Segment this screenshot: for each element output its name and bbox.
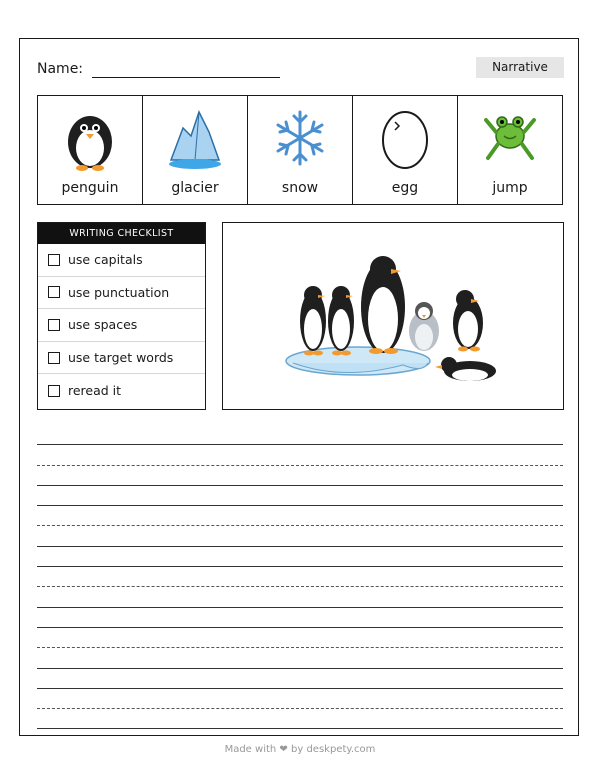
checklist-item[interactable] <box>38 309 205 342</box>
line-top <box>37 669 563 689</box>
line-base <box>37 466 563 486</box>
checklist-item[interactable] <box>38 342 205 375</box>
footer-credit <box>0 744 600 755</box>
name-label: Name: <box>37 61 84 77</box>
checkbox[interactable] <box>48 286 60 298</box>
checkbox[interactable] <box>48 352 60 364</box>
vocab-word: glacier <box>171 180 219 196</box>
checkbox[interactable] <box>48 254 60 266</box>
line-top <box>37 425 563 445</box>
checkbox[interactable] <box>48 385 60 397</box>
checkbox[interactable] <box>48 319 60 331</box>
checklist-label: use spaces <box>68 317 138 333</box>
footer-prefix: Made with <box>224 744 277 755</box>
line-mid <box>37 567 563 587</box>
vocab-card-penguin <box>38 96 143 204</box>
line-top <box>37 608 563 628</box>
picture-prompt <box>222 222 564 410</box>
line-base <box>37 587 563 607</box>
vocabulary-strip <box>37 95 563 205</box>
vocab-word: egg <box>391 180 419 196</box>
glacier-icon <box>163 106 227 172</box>
vocab-card-snow <box>248 96 353 204</box>
checklist-item[interactable] <box>38 244 205 277</box>
line-mid <box>37 628 563 648</box>
line-mid <box>37 445 563 465</box>
checklist-item[interactable] <box>38 277 205 310</box>
checklist-label: use capitals <box>68 252 143 268</box>
checklist-label: use punctuation <box>68 284 170 300</box>
vocab-word: jump <box>492 180 528 196</box>
footer-suffix: by deskpety.com <box>291 744 376 755</box>
line-top <box>37 547 563 567</box>
checklist-label: use target words <box>68 350 174 366</box>
vocab-card-jump <box>458 96 562 204</box>
frog-icon <box>480 106 540 172</box>
line-base <box>37 526 563 546</box>
checklist-label: reread it <box>68 383 122 399</box>
line-mid <box>37 506 563 526</box>
handwriting-lines[interactable] <box>37 425 563 729</box>
egg-icon <box>375 106 435 172</box>
writing-checklist <box>37 222 206 410</box>
line-mid <box>37 689 563 709</box>
snowflake-icon <box>270 106 330 172</box>
vocab-word: snow <box>281 180 319 196</box>
heart-icon: ❤ <box>279 744 288 755</box>
name-input-line[interactable] <box>92 77 280 78</box>
worksheet <box>19 38 579 736</box>
vocab-card-egg <box>353 96 458 204</box>
vocab-word: penguin <box>61 180 119 196</box>
line-base <box>37 648 563 668</box>
penguin-family-illustration <box>223 223 562 408</box>
line-top <box>37 486 563 506</box>
genre-badge: Narrative <box>476 57 564 78</box>
checklist-title: WRITING CHECKLIST <box>38 223 205 244</box>
checklist-item[interactable] <box>38 374 205 407</box>
vocab-card-glacier <box>143 96 248 204</box>
line-base <box>37 709 563 729</box>
penguin-icon <box>60 106 120 172</box>
